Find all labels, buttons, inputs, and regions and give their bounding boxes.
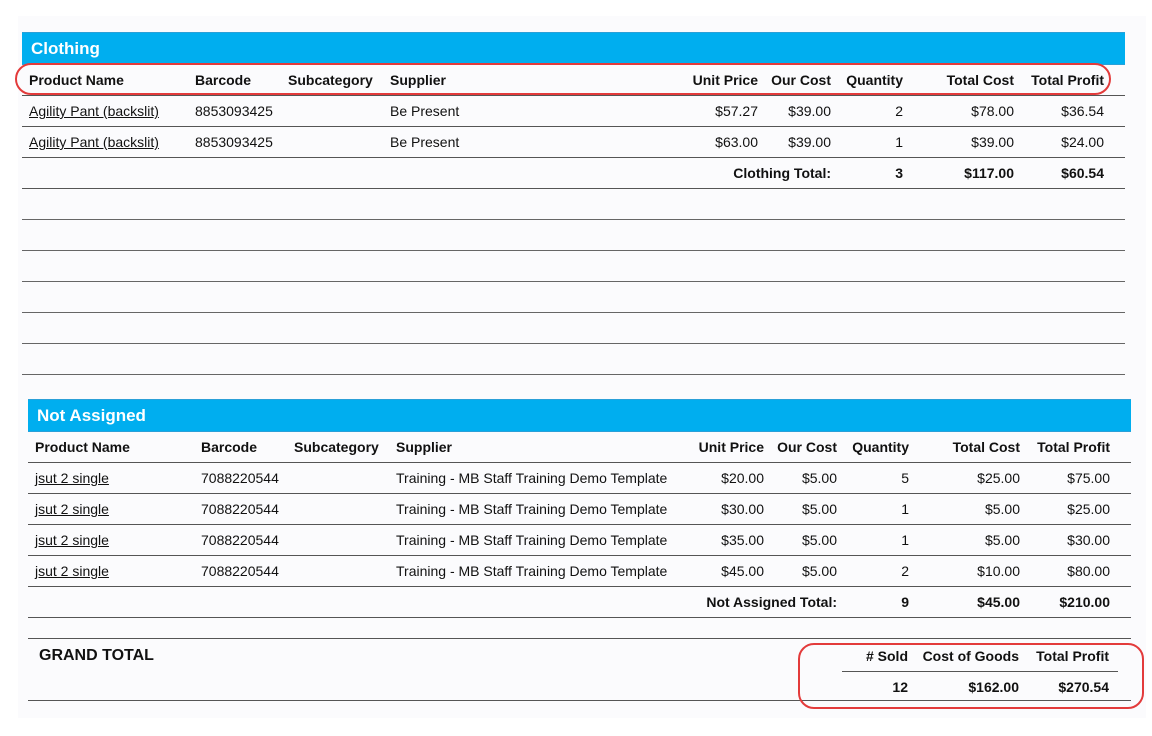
sold-value: 12 — [892, 679, 908, 695]
total-profit-value: $36.54 — [1061, 103, 1104, 119]
clothing-section — [22, 32, 1125, 375]
total-cost-value: $10.00 — [977, 563, 1020, 579]
not-assigned-column-headers — [28, 432, 1131, 463]
clothing-column-headers — [22, 65, 1125, 96]
supplier-value: Be Present — [390, 134, 460, 150]
table-row — [22, 96, 1125, 127]
col-total-profit: Total Profit — [1031, 72, 1104, 88]
table-row — [28, 463, 1131, 494]
total-profit-value: $24.00 — [1061, 134, 1104, 150]
table-row — [28, 556, 1131, 587]
not-assigned-section — [28, 399, 1131, 618]
not-assigned-total-profit: $210.00 — [1059, 594, 1110, 610]
quantity-value: 1 — [895, 134, 903, 150]
our-cost-value: $39.00 — [788, 103, 831, 119]
grand-total-top-rule — [28, 638, 1131, 639]
quantity-value: 2 — [895, 103, 903, 119]
supplier-value: Training - MB Staff Training Demo Template — [396, 501, 668, 517]
sold-header: # Sold — [865, 648, 908, 664]
total-profit-value: $75.00 — [1067, 470, 1110, 486]
col-total-profit: Total Profit — [1037, 439, 1110, 455]
not-assigned-total-row — [28, 587, 1131, 618]
blank-row — [22, 189, 1125, 220]
clothing-total-label: Clothing Total: — [733, 165, 831, 181]
col-subcategory: Subcategory — [288, 72, 373, 88]
grand-total-summary — [842, 641, 1118, 702]
col-product-name: Product Name — [35, 439, 130, 455]
product-link[interactable]: Agility Pant (backslit) — [29, 103, 159, 119]
product-link[interactable]: jsut 2 single — [35, 563, 109, 579]
our-cost-value: $39.00 — [788, 134, 831, 150]
unit-price-value: $30.00 — [721, 501, 764, 517]
grand-total-values — [842, 672, 1118, 702]
blank-row — [22, 251, 1125, 282]
col-quantity: Quantity — [852, 439, 909, 455]
col-quantity: Quantity — [846, 72, 903, 88]
quantity-value: 1 — [901, 532, 909, 548]
total-cost-value: $78.00 — [971, 103, 1014, 119]
col-total-cost: Total Cost — [946, 72, 1014, 88]
total-cost-value: $5.00 — [984, 501, 1020, 517]
unit-price-value: $35.00 — [721, 532, 764, 548]
blank-row — [22, 313, 1125, 344]
total-cost-value: $39.00 — [971, 134, 1014, 150]
col-barcode: Barcode — [195, 72, 252, 88]
col-barcode: Barcode — [201, 439, 258, 455]
not-assigned-header-band: Not Assigned — [28, 399, 1131, 432]
col-our-cost: Our Cost — [777, 439, 837, 455]
cost-of-goods-value: $162.00 — [968, 679, 1019, 695]
barcode-value: 7088220544 — [201, 532, 279, 548]
grand-total-title: GRAND TOTAL — [39, 647, 154, 664]
supplier-value: Training - MB Staff Training Demo Template — [396, 470, 668, 486]
clothing-total-cost: $117.00 — [964, 165, 1014, 181]
quantity-value: 1 — [901, 501, 909, 517]
barcode-value: 8853093425 — [195, 103, 273, 119]
unit-price-value: $63.00 — [715, 134, 758, 150]
our-cost-value: $5.00 — [801, 501, 837, 517]
clothing-header-band: Clothing — [22, 32, 1125, 65]
product-link[interactable]: jsut 2 single — [35, 501, 109, 517]
col-total-cost: Total Cost — [952, 439, 1020, 455]
col-subcategory: Subcategory — [294, 439, 379, 455]
col-product-name: Product Name — [29, 72, 124, 88]
product-link[interactable]: jsut 2 single — [35, 532, 109, 548]
total-profit-value: $270.54 — [1058, 679, 1109, 695]
blank-row — [22, 282, 1125, 313]
supplier-value: Training - MB Staff Training Demo Template — [396, 532, 668, 548]
barcode-value: 7088220544 — [201, 470, 279, 486]
total-profit-value: $25.00 — [1067, 501, 1110, 517]
not-assigned-total-quantity: 9 — [901, 594, 909, 610]
product-link[interactable]: Agility Pant (backslit) — [29, 134, 159, 150]
unit-price-value: $45.00 — [721, 563, 764, 579]
supplier-value: Be Present — [390, 103, 460, 119]
table-row — [28, 494, 1131, 525]
blank-row — [22, 344, 1125, 375]
supplier-value: Training - MB Staff Training Demo Template — [396, 563, 668, 579]
our-cost-value: $5.00 — [801, 563, 837, 579]
grand-total-bottom-rule — [28, 700, 1131, 701]
blank-row — [22, 220, 1125, 251]
barcode-value: 7088220544 — [201, 563, 279, 579]
total-profit-header: Total Profit — [1036, 648, 1109, 664]
col-supplier: Supplier — [390, 72, 447, 88]
barcode-value: 7088220544 — [201, 501, 279, 517]
total-cost-value: $5.00 — [984, 532, 1020, 548]
clothing-total-quantity: 3 — [895, 165, 903, 181]
unit-price-value: $57.27 — [715, 103, 758, 119]
col-our-cost: Our Cost — [771, 72, 831, 88]
clothing-total-profit: $60.54 — [1061, 165, 1104, 181]
barcode-value: 8853093425 — [195, 134, 273, 150]
table-row — [22, 127, 1125, 158]
cost-of-goods-header: Cost of Goods — [922, 648, 1019, 664]
not-assigned-total-label: Not Assigned Total: — [706, 594, 837, 610]
sales-report — [18, 16, 1146, 718]
total-profit-value: $80.00 — [1067, 563, 1110, 579]
our-cost-value: $5.00 — [801, 532, 837, 548]
clothing-total-row — [22, 158, 1125, 189]
total-profit-value: $30.00 — [1067, 532, 1110, 548]
col-unit-price: Unit Price — [698, 439, 764, 455]
col-unit-price: Unit Price — [692, 72, 758, 88]
total-cost-value: $25.00 — [977, 470, 1020, 486]
table-row — [28, 525, 1131, 556]
not-assigned-total-cost: $45.00 — [977, 594, 1020, 610]
quantity-value: 5 — [901, 470, 909, 486]
quantity-value: 2 — [901, 563, 909, 579]
grand-total-headers — [842, 641, 1118, 672]
unit-price-value: $20.00 — [721, 470, 764, 486]
col-supplier: Supplier — [396, 439, 453, 455]
our-cost-value: $5.00 — [801, 470, 837, 486]
product-link[interactable]: jsut 2 single — [35, 470, 109, 486]
